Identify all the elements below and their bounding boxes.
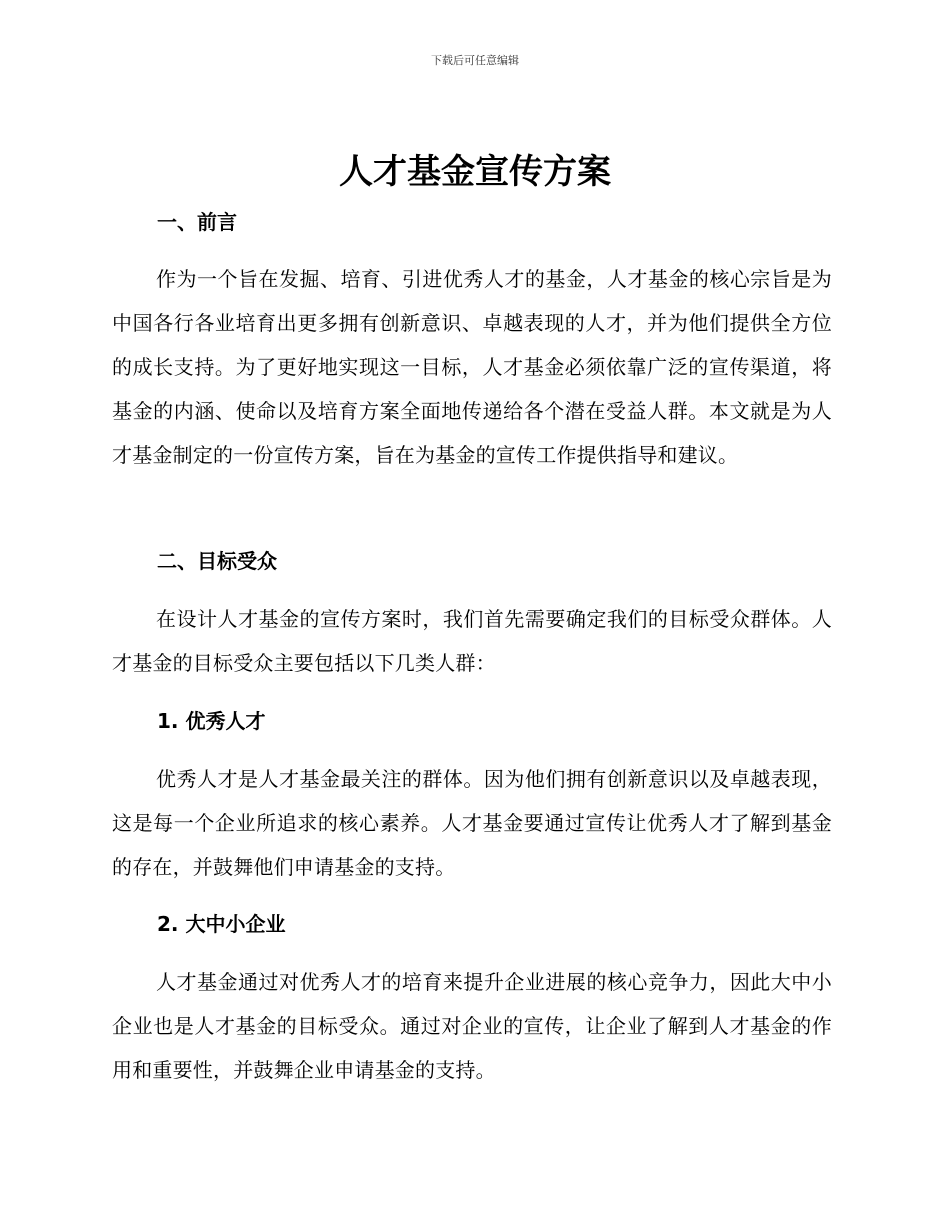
section-heading-target-audience: 二、目标受众 [157, 549, 277, 573]
document-title: 人才基金宣传方案 [339, 152, 611, 192]
section-heading-preface: 一、前言 [157, 210, 237, 234]
section-paragraph-talent: 优秀人才是人才基金最关注的群体。因为他们拥有创新意识以及卓越表现，这是每一个企业所追求的核心素养。人才基金要通过宣传让优秀人才了解到基金的存在，并鼓舞他们申请基金的支持。 [112, 767, 832, 879]
section-paragraph-enterprises: 人才基金通过对优秀人才的培育来提升企业进展的核心竞争力，因此大中小企业也是人才基金的目标受众。通过对企业的宣传，让企业了解到人才基金的作用和重要性，并鼓舞企业申请基金的支持。 [112, 970, 832, 1082]
header-note: 下载后可任意编辑 [431, 54, 519, 67]
section-heading-enterprises: 2. 大中小企业 [157, 912, 286, 936]
section-paragraph-target-audience: 在设计人才基金的宣传方案时，我们首先需要确定我们的目标受众群体。人才基金的目标受众主要包括以下几类人群： [112, 607, 832, 675]
section-heading-talent: 1. 优秀人才 [157, 709, 266, 733]
section-paragraph-preface: 作为一个旨在发掘、培育、引进优秀人才的基金，人才基金的核心宗旨是为中国各行各业培育出更多拥有创新意识、卓越表现的人才，并为他们提供全方位的成长支持。为了更好地实现这一目标，人才基金必须依靠广泛的宣传渠道，将基金的内涵、使命以及培育方案全面地传递给各个潜在受益人群。本文就是为人才基金制定的一份宣传方案，旨在为基金的宣传工作提供指导和建议。 [112, 267, 832, 467]
